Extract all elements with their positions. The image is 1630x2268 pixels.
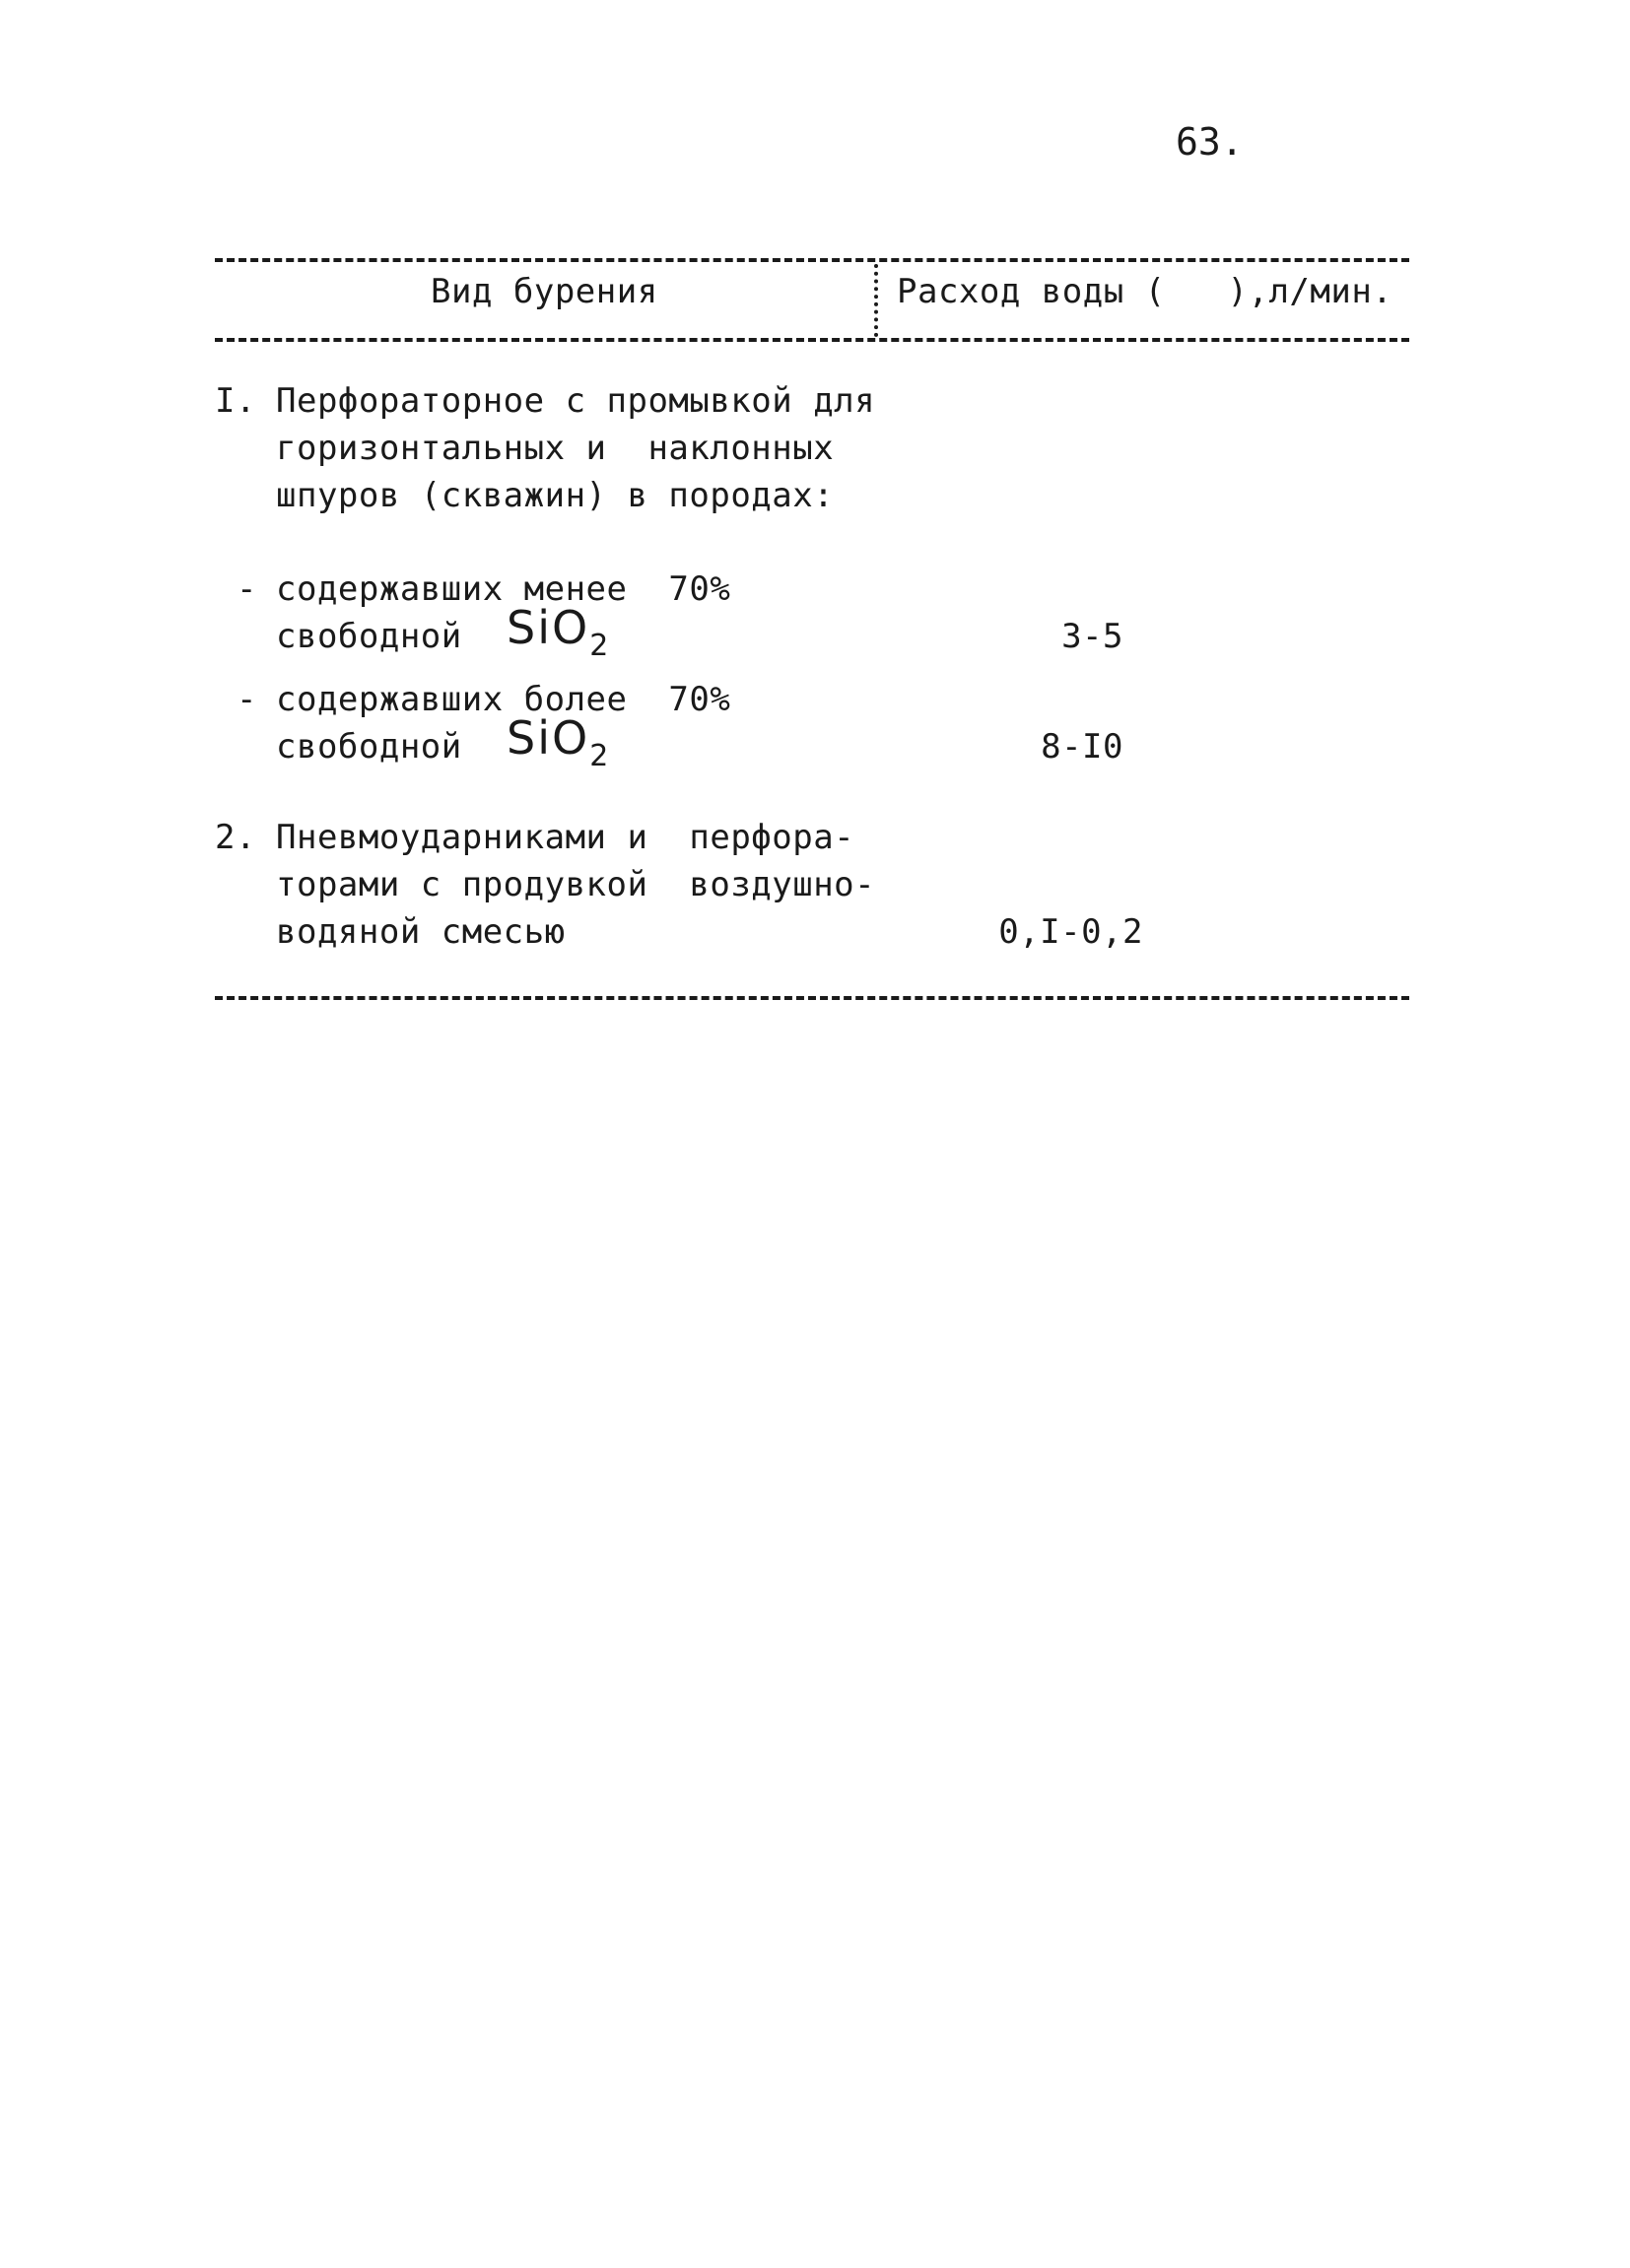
item-2-line-2: торами с продувкой воздушно- <box>276 865 876 904</box>
item-1-number: I. <box>215 381 256 421</box>
item-1-line-1: Перфораторное с промывкой для <box>276 381 876 421</box>
formula-subscript: 2 <box>589 629 611 663</box>
table-bottom-rule <box>215 996 1409 1000</box>
page-number: 63. <box>1176 120 1244 164</box>
column-header-water-consumption: Расход воды ( ),л/мин. <box>897 272 1393 311</box>
header-bottom-rule <box>215 338 1409 342</box>
item-2-number: 2. <box>215 818 256 857</box>
formula-main: SiO <box>507 601 590 654</box>
sub-item-2-dash: - <box>237 680 257 719</box>
item-2-line-3: водяной смесью <box>276 912 566 952</box>
sub-item-2-line-2: свободной <box>276 727 462 767</box>
column-separator <box>874 264 878 337</box>
sub-item-2-line-1: содержавших более 70% <box>276 680 731 719</box>
item-1-line-2: горизонтальных и наклонных <box>276 429 835 468</box>
item-2-value: 0,I-0,2 <box>998 912 1143 952</box>
table-top-rule <box>215 258 1409 262</box>
sio2-formula <box>507 711 610 773</box>
column-header-drilling-type: Вид бурения <box>431 272 658 311</box>
sio2-formula <box>507 601 610 663</box>
sub-item-2-value: 8-I0 <box>1041 727 1123 767</box>
item-2-line-1: Пневмоударниками и перфора- <box>276 818 855 857</box>
formula-main: SiO <box>507 711 590 765</box>
sub-item-1-value: 3-5 <box>1061 617 1123 656</box>
sub-item-1-line-2: свободной <box>276 617 462 656</box>
sub-item-1-dash: - <box>237 569 257 609</box>
item-1-line-3: шпуров (скважин) в породах: <box>276 476 835 515</box>
sub-item-1-line-1: содержавших менее 70% <box>276 569 731 609</box>
formula-subscript: 2 <box>589 739 611 773</box>
